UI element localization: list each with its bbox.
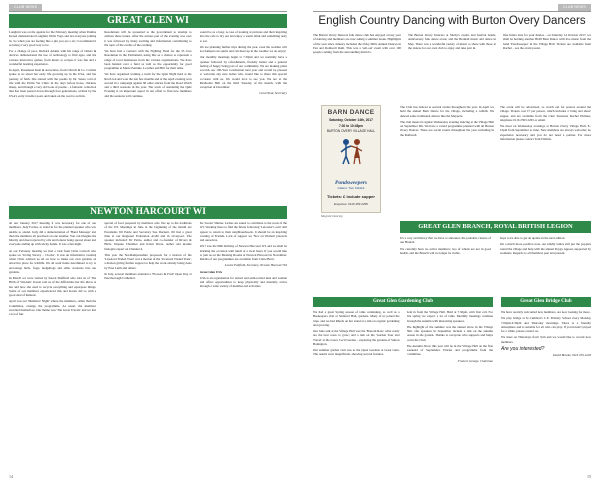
barn-dance-poster <box>321 105 381 213</box>
paragraph: In July, several members attended a 'Flowers & Fruit' Open Day at Peterborough Cathedral. <box>104 271 192 280</box>
article-column <box>313 33 401 105</box>
article-column <box>313 310 400 475</box>
interested-heading: Are you interested? <box>501 345 545 352</box>
poster-tickets: Tickets: £ include supper <box>327 194 375 199</box>
paragraph: The Burton Overy Dancers folk dance club has enjoyed a busy year of dancing and members are now taking a summer break. Highlights of the year since January included the Ocky Mills Annual Dances in Fen and Rothwell Ruth. This was a 'sell-out' event with over 100 people coming from the surrounding districts. <box>313 33 401 54</box>
article-column <box>200 221 287 476</box>
paragraph: We play bridge at St Cuthbert's C.E. Primary School every Monday 7.00pm-9.30pm and Thursday mornings. There is a friendly atmosphere and is suitable for all who can play. If you haven't played for a while, please contact us. <box>501 316 591 333</box>
article-column <box>9 221 96 476</box>
poster-date: Saturday, October 14th, 2017 <box>329 118 373 122</box>
paragraph: The Burton Overy Dancers at Sileby's events and festival bands, Anniversary folk dance event, and the Bramall music and dance in May. There was a wonderful variety of music to share with those at the dances for our own club to enjoy and take part in. <box>408 33 496 50</box>
paragraph: We have recently welcomed new members, are now looking for more. <box>501 310 591 314</box>
club-news-tag: CLUB NEWS <box>558 4 591 11</box>
article-column <box>408 33 496 105</box>
paragraph: 2017 saw the 90th birthday of Newton Harcourt WI, and we shall be marking the occasion with lunch at a local hotel. If you would like to join us on the Meeting Rooms at Newton Harcourt in November. Details of our programmes are available from Claire Burtt. <box>199 244 287 261</box>
paragraph: Our June talk at the Village Hall was the 'Bottom Rats', what really are the best roses to grow; and a talk on the 'Garden Tour and Travel' at the Grace Cecil Garden – exploring the gardens of Sutton Bonington. <box>313 329 400 346</box>
club-news-tag: CLUB NEWS <box>9 4 42 11</box>
paragraph: Langbirn was on the agenda for the February meeting when Pauline Kersel demonstrated Langbirn Wells Yoga and led everyone joining in. So when you are feeling like a pin you are a sit, I recommend it as being a very good way to be. <box>9 30 97 47</box>
poster-phone: Enquiries: 0116 259 2265 <box>334 202 368 206</box>
paragraph: It's a very sad history that we have to announce the probable closure of our Branch. <box>400 236 491 245</box>
paragraph: We have had a contract with the Fighting Fund for the 33 Jove Resolution in the Parliament, using this as a chance to represent a range of local businesses from the various organisations. We have been handed over a fund as well as the opportunity for good programme at Marie Pennine. Lowther and Bill for their talks. <box>104 49 192 70</box>
bridge-club-article <box>501 310 591 475</box>
section-banner-great-glen-wi: GREAT GLEN WI <box>9 14 287 28</box>
poster-caption: Maypole Dancing <box>321 214 343 218</box>
paragraph: This year the Northamptonshire proposals for a motion of the 'Licenced Traded Trust' was a motion of the 'Licenced Traded Trust', a motion giving further support to help the work already being done by Prue Leith and others. <box>104 252 192 270</box>
paragraph: We meet on Wednesday evenings at Burton Overy Village Hall, 8–10pm from September to June. New members are always welcome; no experience necessary and you do not need a partner. For more information please contact Tom Fiddick. <box>500 124 591 141</box>
paragraph: At our February meeting we had a visit from Chris Colwell who spoke on 'Living Survey – Clocks'. It was an informative evening when Chris advised us all on how to make our own gardens an attractive place for wildlife. We all went home determined to try to encourage birds, frogs, hedgehogs and other creatures into our gardens. <box>9 248 97 274</box>
dancing-body-right <box>500 105 591 215</box>
page-number: 15 <box>587 474 591 479</box>
paragraph: the 'Green' Shutter. Ladies are asked to contribute to the work of the WI. Working there to find the future following 'Leicester's own' still appear to return to their neighbourhoods. It should be an inspiring evening of Friends. Lack of support we 'Nov on Women' placards and ourselves. <box>199 221 287 242</box>
paragraph: The event will be advertised, so watch out for posters around the village. Tickets cost £7 per person, which includes a 'bring and share' supper, and are available from the Club Treasurer Rachel Holmes, telephone 0116 2593 2265 or email. <box>500 105 591 122</box>
paragraph: The Club has danced at several events throughout the year. In April we held the annual Barn Dance for the village, including a ceilidh. We danced some traditional dances like the Maypole. <box>400 105 494 118</box>
signature: Carol Neal, Secretary <box>259 91 287 96</box>
gardening-club-article <box>313 310 493 475</box>
section-banner-gardening-club: Great Glen Gardening Club <box>313 297 493 307</box>
right-page <box>304 0 600 481</box>
paragraph: We had a great Spring season of talks continuing, as well as a Beekeepers visit at Stanford Hall, gardens. Many of us joined the trips, and we had Rhoda on her stand at a talk on organic gardening and growing. <box>313 310 400 327</box>
paragraph: On a much more positive note, our kindly ladies still put the poppies round the village and help with the annual Poppy Appeal, supported by residents. Regards to all members past and present. <box>500 242 591 255</box>
divider <box>9 11 287 12</box>
paragraph: We currently have no active members; two of whom are not in good health, and the Branch will no longer be viable. <box>400 246 491 255</box>
article-column <box>104 30 191 202</box>
poster-band: Pondsweepers <box>334 180 368 186</box>
paragraph: Our monthly meetings begin at 7.30pm and we normally have a speaker followed by refreshments, friendly banter and a general feeling of happy being part of our community. We are making plans towards our 100-Year Celebration next year and would be pleased to welcome any new ladies who would like to share this special occasion with us. We would love to see you. We are at the Methodist Hall on the third Tuesday of the month, with the exception of December. <box>199 55 287 89</box>
article-column <box>104 221 191 476</box>
paragraph: Sent in from the Village Hall. Held at 7.30pm, with first call. For this spring we expect a lot of talks. Monthly meetings continue through the autumn with interesting speakers. <box>406 310 493 323</box>
article-headline: English Country Dancing with Burton Overy Dancers <box>318 15 586 27</box>
paragraph: For a change of pace, Richard Adams with his range of tablets & devices demonstrated the use of technology to find apps, and the various interactive games, from music to recipes it was fun and a wonderful learning experience. <box>9 49 97 66</box>
legion-column <box>500 236 591 292</box>
poster-venue: BURTON OVERY VILLAGE HALL <box>326 129 376 133</box>
paragraph: At our January 2017 meeting it was necessary for one of our members, Judy Forbes, to stand in for the planned speaker who was unable to attend. Judy did a demonstration of 'Hand Massage' and then the members all practised on one another. You can imagine the hilarity and meet rejected by oils and lotions being spread about and everyone ending up with sticky hands. It was a fun night. <box>9 221 97 247</box>
paragraph: In March we were visited by Karen Sheffield who told us of 'The Birth of Wisdom'. Karen told us of the difficulties her life threw at her and how she used to recycle everything and repurpose things. Some of our members experienced this and Karen did so with a good deal of humour. <box>9 276 97 297</box>
paragraph: We have organised training a team for the Quiz Night held at the Red Lion and won the last few months and at the April evening won second in a campaign against 80 other entries from the Road Watch and a third sessions in the year. The work of sustaining the Quiz Evening is an important aspect in our effort to find new members and the sessions will continue. <box>104 72 192 98</box>
paragraph: April was our 'Members' Night' where the members, rather than the Committee, arrange the programme. As usual, the members excelled themselves. Our theme was 'The Great Travels' and we had a lot of fun. <box>9 299 97 316</box>
newton-harcourt-article <box>9 221 287 476</box>
paragraph: The highlight of the summer was the annual show in the Village Hall. Our speakers in September include a talk on the autumn season in the garden. Thanks to everyone who supports and helps out in the Club. <box>406 324 493 342</box>
paragraph: U3A is an organisation for retired and semi-retired men and women and offers opportunities to keep physically and mentally active through a wide variety of member-led activities. <box>199 275 287 289</box>
divider <box>313 11 591 12</box>
paragraph: In April, Rosemead Kent & Associates, from Church & Co. Carlisle spoke to us about her early life growing up in the USA, and her journey of faith. She started with the poems by Dr. Seuss, told of life with the Plains Vet Clinic in the days before horse, chicken, sheep, and through a very old book of poems – a fantastic collection that has been passed down through four generations, written by the USA's early traveller poets and taken on the road to recitals. <box>9 68 97 98</box>
signature: Louise Puttfield, Secretary, Newton Harcourt WI <box>224 263 287 268</box>
left-page <box>0 0 296 481</box>
paragraph: The Autumn Show this year will be in the Village Hall on the first weekend of September. Entries and programme from the Committee. <box>406 343 493 357</box>
paragraph: would be as a busy. A case of looking at pictures and their inspiring into the cafe to dry out and enjoy a warm drink and something tasty to eat. <box>199 30 287 43</box>
paragraph: Our summer garden visit was to the Open Gardens at Great Glen. The results were magnificent, showing several features. <box>313 348 400 357</box>
paragraph: hope to be able to get an update in the next edition. <box>500 236 566 240</box>
great-glen-wi-article <box>9 30 287 202</box>
paragraph: The club meets in regular Wednesday evening dancing at the Village Hall on September 6th. We have a varied programme planned with all Burton Overy Dances. There are social events throughout the year, including in the Rothwell. <box>400 119 494 137</box>
paragraph: We are planning further trips during the year, even the weather will not dampen our spirits and can meet up in the weather we do enjoy! <box>199 44 287 53</box>
paragraph: special of food prepared by members who live up to the traditions of the WI. Meetings in June at the beginning of the month are Presidents Jill Petrie and Secretary Sue Duckett. Jill had a great time at our Regional Federation AGM and in Liverpool. The speaker included: Dr Petrie, author and co-founder of Rivers & Birds. Dapane Chomber and Kristi Davis, author and marine biologist expert on Channel 4. <box>104 221 192 251</box>
subheading: Great Glen U3A <box>199 269 222 274</box>
poster-callers: Callers: Tom Fiddick <box>337 186 365 190</box>
contact-line: David Brooks, 0116 259 2226 <box>553 353 591 357</box>
section-banner-royal-british-legion: GREAT GLEN BRANCH, ROYAL BRITISH LEGION <box>400 221 591 233</box>
paragraph: We meet on Thursdays from 7pm and we would like to recruit new members. <box>501 335 591 344</box>
poster-time: 7:30 to 10:45pm <box>338 124 364 128</box>
dancers-illustration-icon <box>338 137 364 167</box>
page-number: 14 <box>9 474 13 479</box>
legion-column <box>400 236 491 292</box>
poster-title: BARN DANCE <box>327 109 375 116</box>
dancing-intro <box>313 33 591 105</box>
signature: Frances George, Chairman <box>457 358 493 363</box>
article-column <box>407 310 494 475</box>
dancing-body-middle <box>400 105 494 215</box>
article-column <box>9 30 96 202</box>
paragraph: One future date for your diaries – on Saturday 14 October 2017, we shall be holding another BOD Barn Dance with live music from the band 'Pondsweeper' in the Village Hall. Tickets are available from Rachel – see the event poster. <box>503 33 591 50</box>
paragraph: Resolutions will be presented to the government to attempt to address these issues. After the serious part of the evening was over it was followed by many exciting and information contributing to the topic of the events of the evening. <box>104 30 192 47</box>
article-column <box>503 33 591 105</box>
article-column <box>200 30 287 202</box>
section-banner-newton-harcourt-wi: NEWTON HARCOURT WI <box>9 206 287 219</box>
section-banner-bridge-club: Great Glen Bridge Club <box>501 297 591 307</box>
